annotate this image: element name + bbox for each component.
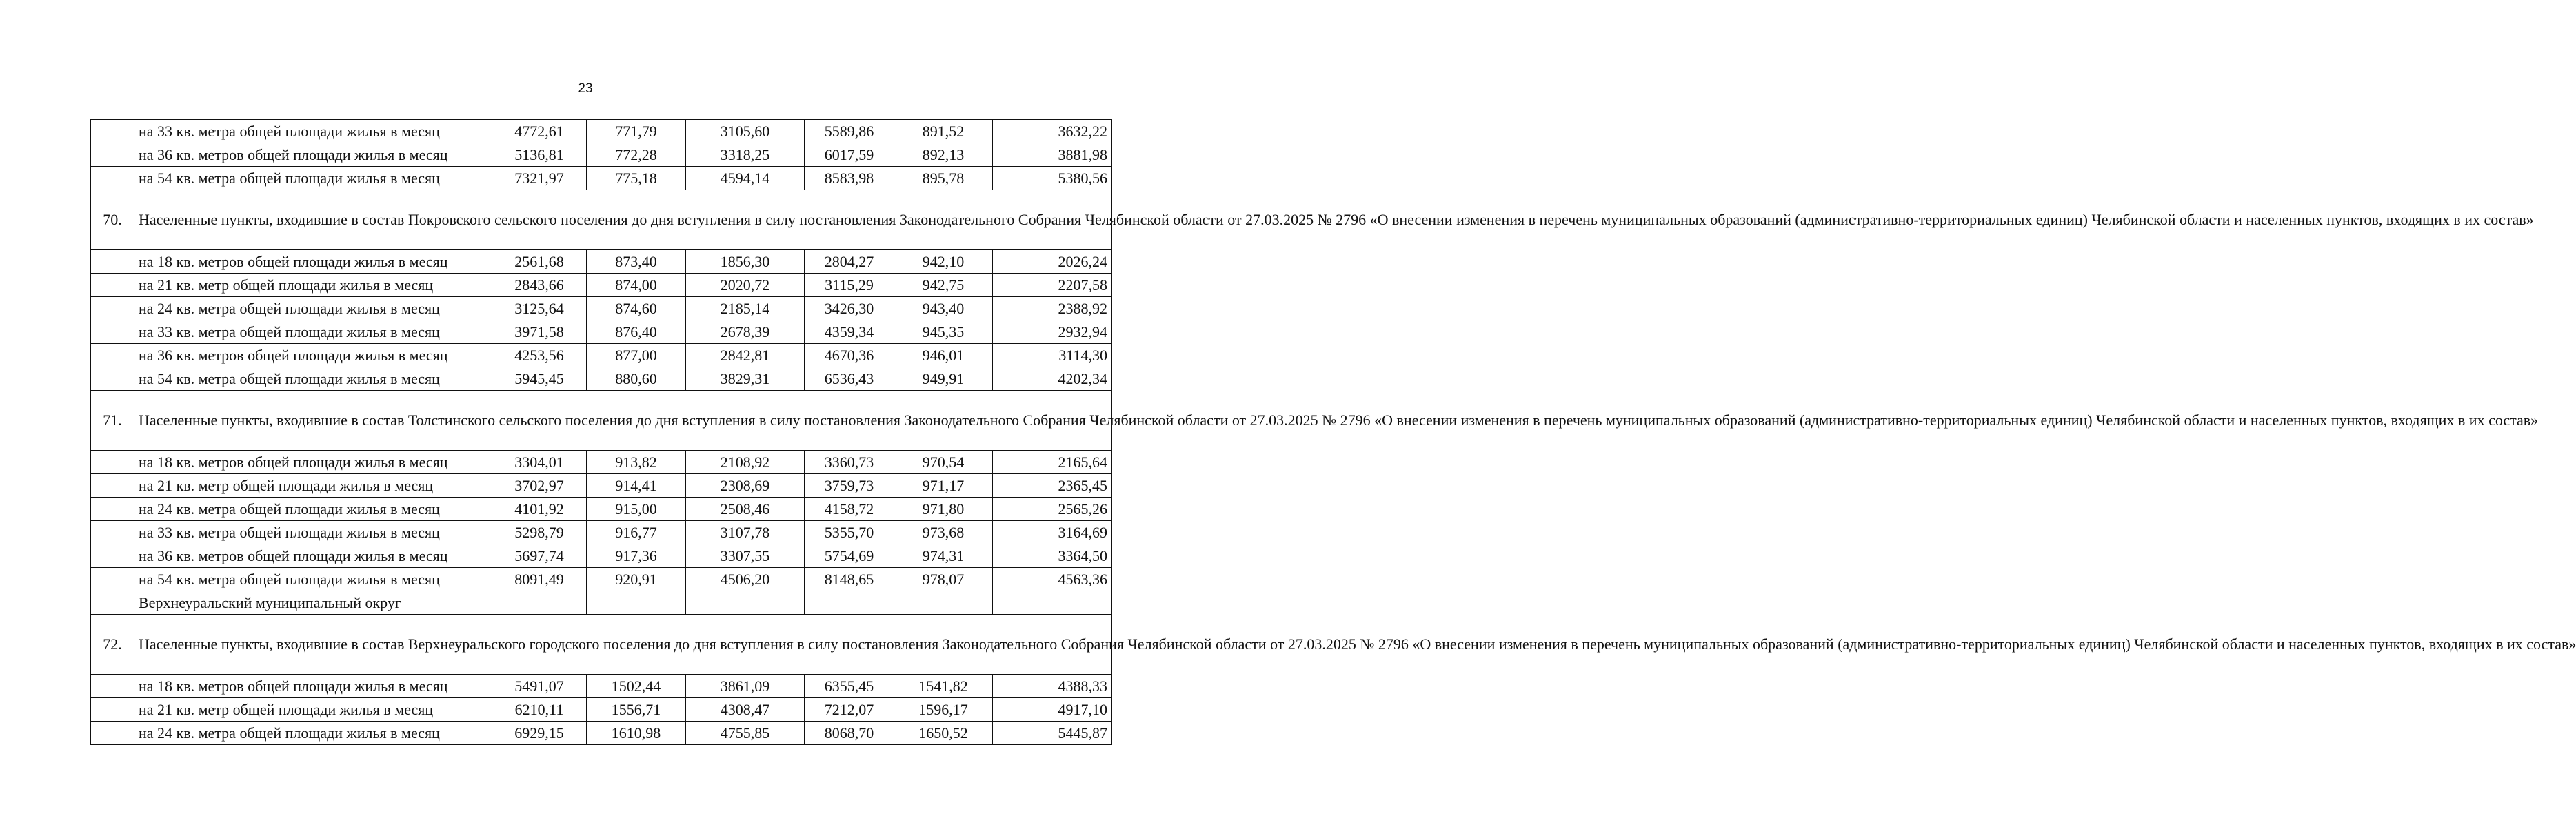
value-cell: 4308,47 <box>686 698 805 722</box>
value-cell: 874,60 <box>587 297 686 320</box>
value-cell: 4917,10 <box>993 698 1112 722</box>
row-label: на 33 кв. метра общей площади жилья в месяц <box>134 320 492 344</box>
table-row <box>91 521 1112 544</box>
value-cell: 5136,81 <box>492 143 587 167</box>
row-number-cell <box>91 474 134 498</box>
value-cell: 4506,20 <box>686 568 805 591</box>
value-cell: 916,77 <box>587 521 686 544</box>
value-cell: 5298,79 <box>492 521 587 544</box>
value-cell: 3364,50 <box>993 544 1112 568</box>
row-label: на 21 кв. метр общей площади жилья в месяц <box>134 698 492 722</box>
value-cell: 4101,92 <box>492 498 587 521</box>
value-cell: 5589,86 <box>805 120 894 143</box>
section-description: Населенные пункты, входившие в состав Покровского сельского поселения до дня вступления в силу постановления Законодательного Собрания Челябинской области от 27.03.2025 № 2796 «О внесении изменения в перечень муниципальных образований (административно-территориальных единиц) Челябинской области и населенных пунктов, входящих в их состав» <box>134 190 1112 250</box>
value-cell: 971,80 <box>894 498 993 521</box>
table-row <box>91 544 1112 568</box>
value-cell: 7321,97 <box>492 167 587 190</box>
row-number-cell <box>91 698 134 722</box>
row-label: на 33 кв. метра общей площади жилья в месяц <box>134 120 492 143</box>
value-cell: 6210,11 <box>492 698 587 722</box>
section-row <box>91 391 1112 451</box>
value-cell: 3114,30 <box>993 344 1112 367</box>
value-cell: 876,40 <box>587 320 686 344</box>
value-cell: 4388,33 <box>993 675 1112 698</box>
table-row <box>91 451 1112 474</box>
value-cell: 3881,98 <box>993 143 1112 167</box>
value-cell: 3971,58 <box>492 320 587 344</box>
table-row <box>91 675 1112 698</box>
value-cell: 970,54 <box>894 451 993 474</box>
row-number-cell <box>91 250 134 274</box>
value-cell <box>492 591 587 615</box>
table-row <box>91 143 1112 167</box>
section-number: 72. <box>91 615 134 675</box>
row-label: на 24 кв. метра общей площади жилья в месяц <box>134 498 492 521</box>
row-number-cell <box>91 498 134 521</box>
value-cell: 920,91 <box>587 568 686 591</box>
value-cell: 4158,72 <box>805 498 894 521</box>
row-number-cell <box>91 274 134 297</box>
value-cell: 2932,94 <box>993 320 1112 344</box>
value-cell: 7212,07 <box>805 698 894 722</box>
table-row <box>91 722 1112 745</box>
value-cell: 2842,81 <box>686 344 805 367</box>
value-cell: 5754,69 <box>805 544 894 568</box>
tariff-table <box>90 119 2576 745</box>
value-cell: 8091,49 <box>492 568 587 591</box>
value-cell: 4563,36 <box>993 568 1112 591</box>
value-cell: 1596,17 <box>894 698 993 722</box>
row-label: на 36 кв. метров общей площади жилья в месяц <box>134 344 492 367</box>
table-row <box>91 698 1112 722</box>
value-cell: 1610,98 <box>587 722 686 745</box>
value-cell: 6929,15 <box>492 722 587 745</box>
value-cell: 880,60 <box>587 367 686 391</box>
value-cell: 1541,82 <box>894 675 993 698</box>
value-cell: 3304,01 <box>492 451 587 474</box>
row-number-cell <box>91 568 134 591</box>
row-label: на 18 кв. метров общей площади жилья в месяц <box>134 675 492 698</box>
value-cell: 873,40 <box>587 250 686 274</box>
value-cell: 3125,64 <box>492 297 587 320</box>
value-cell: 915,00 <box>587 498 686 521</box>
table-row <box>91 320 1112 344</box>
value-cell: 5355,70 <box>805 521 894 544</box>
value-cell <box>993 591 1112 615</box>
row-number-cell <box>91 591 134 615</box>
value-cell: 973,68 <box>894 521 993 544</box>
value-cell: 3759,73 <box>805 474 894 498</box>
row-number-cell <box>91 344 134 367</box>
value-cell <box>686 591 805 615</box>
value-cell: 3164,69 <box>993 521 1112 544</box>
value-cell: 8583,98 <box>805 167 894 190</box>
value-cell: 2108,92 <box>686 451 805 474</box>
value-cell: 943,40 <box>894 297 993 320</box>
value-cell: 5380,56 <box>993 167 1112 190</box>
value-cell: 3107,78 <box>686 521 805 544</box>
value-cell: 917,36 <box>587 544 686 568</box>
value-cell: 771,79 <box>587 120 686 143</box>
value-cell: 3426,30 <box>805 297 894 320</box>
row-number-cell <box>91 167 134 190</box>
value-cell: 2565,26 <box>993 498 1112 521</box>
row-label: на 54 кв. метра общей площади жилья в месяц <box>134 167 492 190</box>
value-cell: 974,31 <box>894 544 993 568</box>
value-cell: 945,35 <box>894 320 993 344</box>
table-row <box>91 498 1112 521</box>
value-cell: 2026,24 <box>993 250 1112 274</box>
value-cell: 3861,09 <box>686 675 805 698</box>
value-cell: 3632,22 <box>993 120 1112 143</box>
value-cell: 4772,61 <box>492 120 587 143</box>
value-cell: 1556,71 <box>587 698 686 722</box>
value-cell: 2308,69 <box>686 474 805 498</box>
value-cell: 4202,34 <box>993 367 1112 391</box>
value-cell: 942,10 <box>894 250 993 274</box>
row-label: на 18 кв. метров общей площади жилья в месяц <box>134 451 492 474</box>
value-cell: 942,75 <box>894 274 993 297</box>
value-cell: 2508,46 <box>686 498 805 521</box>
table-row <box>91 250 1112 274</box>
value-cell: 891,52 <box>894 120 993 143</box>
row-label: на 18 кв. метров общей площади жилья в месяц <box>134 250 492 274</box>
table-row <box>91 167 1112 190</box>
section-description: Населенные пункты, входившие в состав Верхнеуральского городского поселения до дня вступления в силу постановления Законодательного Собрания Челябинской области от 27.03.2025 № 2796 «О внесении изменения в перечень муниципальных образований (административно-территориальных единиц) Челябинской области и населенных пунктов, входящих в их состав» <box>134 615 1112 675</box>
table-body <box>91 120 2576 745</box>
table-row <box>91 297 1112 320</box>
value-cell: 5445,87 <box>993 722 1112 745</box>
row-label: на 54 кв. метра общей площади жилья в месяц <box>134 367 492 391</box>
section-row <box>91 615 1112 675</box>
row-number-cell <box>91 120 134 143</box>
value-cell: 2804,27 <box>805 250 894 274</box>
row-number-cell <box>91 521 134 544</box>
value-cell: 3829,31 <box>686 367 805 391</box>
table-row <box>91 591 1112 615</box>
table-row <box>91 344 1112 367</box>
row-number-cell <box>91 143 134 167</box>
table-row <box>91 274 1112 297</box>
row-label: на 21 кв. метр общей площади жилья в месяц <box>134 274 492 297</box>
value-cell: 1650,52 <box>894 722 993 745</box>
value-cell: 3105,60 <box>686 120 805 143</box>
value-cell: 949,91 <box>894 367 993 391</box>
row-number-cell <box>91 320 134 344</box>
value-cell: 8068,70 <box>805 722 894 745</box>
section-row <box>91 190 1112 250</box>
row-label: на 24 кв. метра общей площади жилья в месяц <box>134 297 492 320</box>
section-description: Населенные пункты, входившие в состав Толстинского сельского поселения до дня вступления в силу постановления Законодательного Собрания Челябинской области от 27.03.2025 № 2796 «О внесении изменения в перечень муниципальных образований (административно-территориальных единиц) Челябинской области и населенных пунктов, входящих в их состав» <box>134 391 1112 451</box>
value-cell: 2207,58 <box>993 274 1112 297</box>
value-cell: 877,00 <box>587 344 686 367</box>
row-label: на 54 кв. метра общей площади жилья в месяц <box>134 568 492 591</box>
table-row <box>91 568 1112 591</box>
value-cell: 4755,85 <box>686 722 805 745</box>
table-row <box>91 367 1112 391</box>
row-label: на 36 кв. метров общей площади жилья в месяц <box>134 143 492 167</box>
value-cell: 775,18 <box>587 167 686 190</box>
row-label: на 36 кв. метров общей площади жилья в месяц <box>134 544 492 568</box>
value-cell: 1856,30 <box>686 250 805 274</box>
row-number-cell <box>91 675 134 698</box>
value-cell: 3702,97 <box>492 474 587 498</box>
value-cell <box>805 591 894 615</box>
section-number: 71. <box>91 391 134 451</box>
value-cell: 3115,29 <box>805 274 894 297</box>
row-number-cell <box>91 451 134 474</box>
value-cell: 2561,68 <box>492 250 587 274</box>
value-cell: 1502,44 <box>587 675 686 698</box>
value-cell: 895,78 <box>894 167 993 190</box>
row-number-cell <box>91 367 134 391</box>
value-cell: 5945,45 <box>492 367 587 391</box>
value-cell: 892,13 <box>894 143 993 167</box>
value-cell: 946,01 <box>894 344 993 367</box>
row-number-cell <box>91 722 134 745</box>
value-cell: 4670,36 <box>805 344 894 367</box>
value-cell: 971,17 <box>894 474 993 498</box>
row-label: на 21 кв. метр общей площади жилья в месяц <box>134 474 492 498</box>
value-cell: 978,07 <box>894 568 993 591</box>
row-label: Верхнеуральский муниципальный округ <box>134 591 492 615</box>
page-number: 23 <box>578 81 593 96</box>
value-cell: 8148,65 <box>805 568 894 591</box>
value-cell: 913,82 <box>587 451 686 474</box>
value-cell: 3318,25 <box>686 143 805 167</box>
row-label: на 24 кв. метра общей площади жилья в месяц <box>134 722 492 745</box>
row-number-cell <box>91 544 134 568</box>
row-number-cell <box>91 297 134 320</box>
value-cell <box>587 591 686 615</box>
value-cell: 3360,73 <box>805 451 894 474</box>
value-cell: 6536,43 <box>805 367 894 391</box>
value-cell: 2388,92 <box>993 297 1112 320</box>
value-cell: 914,41 <box>587 474 686 498</box>
value-cell <box>894 591 993 615</box>
value-cell: 4594,14 <box>686 167 805 190</box>
value-cell: 2185,14 <box>686 297 805 320</box>
value-cell: 4253,56 <box>492 344 587 367</box>
value-cell: 2678,39 <box>686 320 805 344</box>
section-number: 70. <box>91 190 134 250</box>
table-row <box>91 120 1112 143</box>
table-row <box>91 474 1112 498</box>
value-cell: 2020,72 <box>686 274 805 297</box>
value-cell: 5491,07 <box>492 675 587 698</box>
value-cell: 6017,59 <box>805 143 894 167</box>
value-cell: 4359,34 <box>805 320 894 344</box>
value-cell: 3307,55 <box>686 544 805 568</box>
value-cell: 2365,45 <box>993 474 1112 498</box>
value-cell: 6355,45 <box>805 675 894 698</box>
row-label: на 33 кв. метра общей площади жилья в месяц <box>134 521 492 544</box>
value-cell: 2165,64 <box>993 451 1112 474</box>
value-cell: 772,28 <box>587 143 686 167</box>
value-cell: 2843,66 <box>492 274 587 297</box>
value-cell: 874,00 <box>587 274 686 297</box>
value-cell: 5697,74 <box>492 544 587 568</box>
